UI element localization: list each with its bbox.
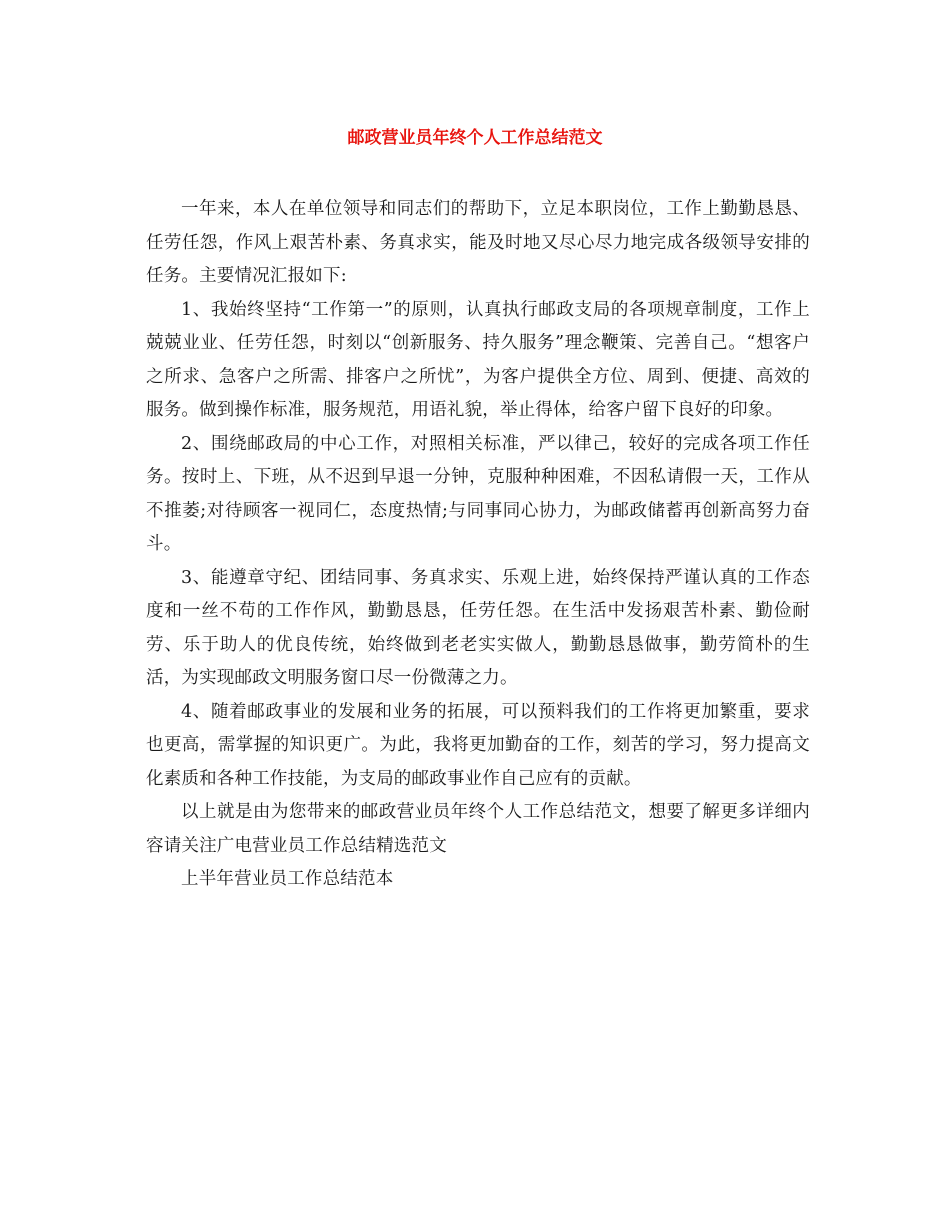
related-article-link: 上半年营业员工作总结范本 <box>181 869 394 889</box>
point-1-paragraph: 1、我始终坚持“工作第一”的原则，认真执行邮政支局的各项规章制度，工作上兢兢业业、任劳任怨，时刻以“创新服务、持久服务”理念鞭策、完善自己。“想客户之所求、急客户之所需、排客户之所忧”，为客户提供全方位、周到、便捷、高效的服务。做到操作标准，服务规范，用语礼貌，举止得体，给客户留下良好的印象。 <box>146 299 810 420</box>
document-body <box>146 193 810 897</box>
closing-paragraph: 以上就是由为您带来的邮政营业员年终个人工作总结范文，想要了解更多详细内容请关注广电营业员工作总结精选范文 <box>146 802 810 856</box>
document-title: 邮政营业员年终个人工作总结范文 <box>347 128 603 148</box>
point-4-paragraph: 4、随着邮政事业的发展和业务的拓展，可以预料我们的工作将更加繁重，要求也更高，需掌握的知识更广。为此，我将更加勤奋的工作，刻苦的学习，努力提高文化素质和各种工作技能，为支局的邮政事业作自己应有的贡献。 <box>146 701 810 789</box>
intro-paragraph: 一年来，本人在单位领导和同志们的帮助下，立足本职岗位，工作上勤勤恳恳、任劳任怨，作风上艰苦朴素、务真求实，能及时地又尽心尽力地完成各级领导安排的任务。主要情况汇报如下: <box>146 199 810 286</box>
point-3-paragraph: 3、能遵章守纪、团结同事、务真求实、乐观上进，始终保持严谨认真的工作态度和一丝不苟的工作作风，勤勤恳恳，任劳任怨。在生活中发扬艰苦朴素、勤俭耐劳、乐于助人的优良传统，始终做到老老实实做人，勤勤恳恳做事，勤劳简朴的生活，为实现邮政文明服务窗口尽一份微薄之力。 <box>146 567 810 688</box>
point-2-paragraph: 2、围绕邮政局的中心工作，对照相关标准，严以律己，较好的完成各项工作任务。按时上、下班，从不迟到早退一分钟，克服种种困难，不因私请假一天，工作从不推萎;对待顾客一视同仁，态度热情;与同事同心协力，为邮政储蓄再创新高努力奋斗。 <box>146 433 810 554</box>
